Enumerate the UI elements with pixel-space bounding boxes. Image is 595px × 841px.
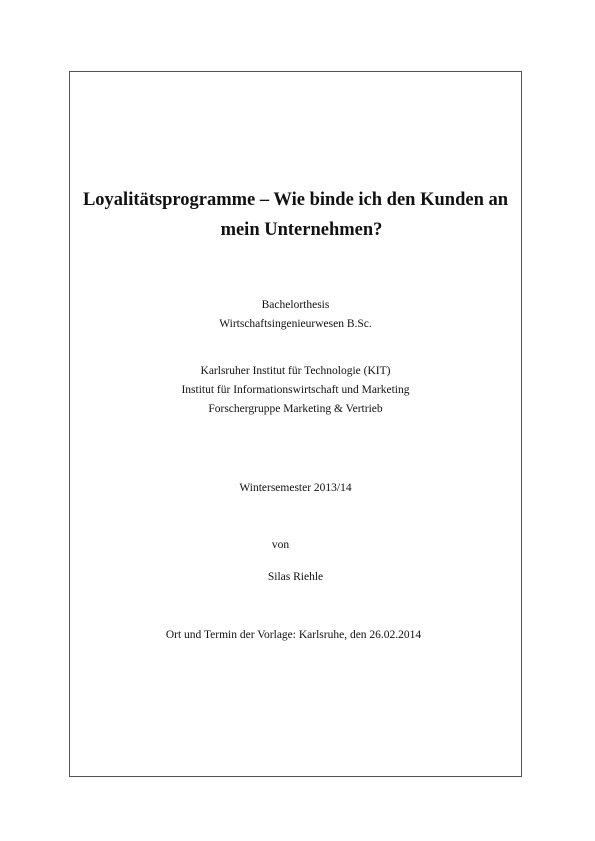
degree-program: Wirtschaftsingenieurwesen B.Sc. [219,318,372,330]
university-name: Karlsruher Institut für Technologie (KIT) [200,365,391,377]
thesis-title-line-2: mein Unternehmen? [220,220,383,240]
research-group-name: Forschergruppe Marketing & Vertrieb [208,403,383,415]
semester: Wintersemester 2013/14 [239,482,352,494]
thesis-title-line-1: Loyalitätsprogramme – Wie binde ich den Kunden an [82,190,509,210]
submission-place-date: Ort und Termin der Vorlage: Karlsruhe, den 26.02.2014 [165,629,422,641]
by-label: von [271,539,290,551]
title-page-frame [69,71,522,777]
author-name: Silas Riehle [267,571,324,583]
institute-name: Institut für Informationswirtschaft und Marketing [181,384,410,396]
thesis-type: Bachelorthesis [261,299,330,311]
